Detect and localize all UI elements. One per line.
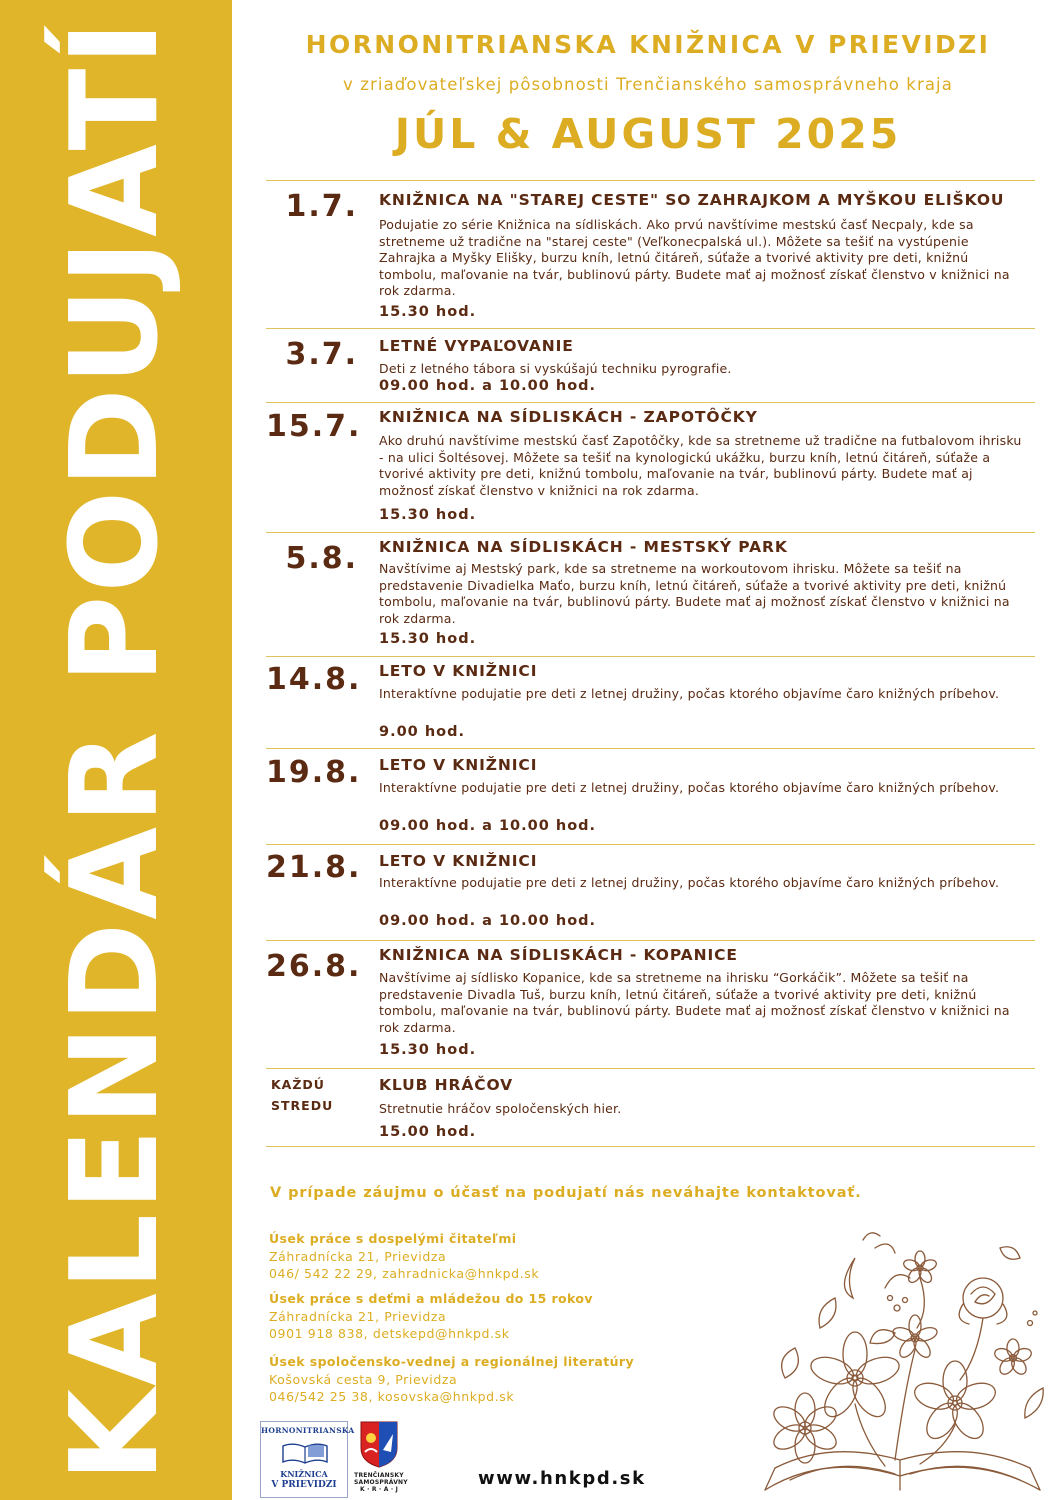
event-date: 26.8. bbox=[266, 949, 362, 984]
calendar-period: JÚL & AUGUST 2025 bbox=[394, 110, 902, 158]
event-date: 19.8. bbox=[266, 755, 362, 790]
event-description: Interaktívne podujatie pre deti z letnej družiny, počas ktorého objavíme čaro knižných príbehov. bbox=[379, 686, 1000, 701]
event-row bbox=[266, 844, 1035, 940]
event-title: LETO V KNIŽNICI bbox=[379, 756, 538, 774]
event-title: LETO V KNIŽNICI bbox=[379, 662, 538, 680]
contact-block bbox=[269, 1230, 539, 1283]
sidebar bbox=[0, 0, 232, 1500]
event-time: 09.00 hod. a 10.00 hod. bbox=[379, 818, 597, 834]
event-time: 9.00 hod. bbox=[379, 724, 465, 740]
event-title: LETNÉ VYPAĽOVANIE bbox=[379, 337, 574, 355]
sidebar-title: KALENDÁR PODUJATÍ bbox=[46, 17, 185, 1483]
event-time: 15.30 hod. bbox=[379, 631, 477, 647]
event-row bbox=[266, 532, 1035, 656]
contact-phone-email[interactable]: 046/ 542 22 29, zahradnicka@hnkpd.sk bbox=[269, 1266, 540, 1281]
event-date: 5.8. bbox=[285, 541, 358, 576]
event-date: 21.8. bbox=[266, 850, 362, 885]
event-time: 15.30 hod. bbox=[379, 507, 477, 523]
contact-phone-email[interactable]: 0901 918 838, detskepd@hnkpd.sk bbox=[269, 1326, 510, 1341]
contact-head: Úsek práce s dospelými čitateľmi bbox=[269, 1231, 517, 1246]
event-title: LETO V KNIŽNICI bbox=[379, 852, 538, 870]
region-logo-line2: SAMOSPRÁVNY bbox=[354, 1479, 408, 1486]
contact-block bbox=[269, 1353, 634, 1406]
region-logo bbox=[354, 1420, 408, 1500]
contact-address: Záhradnícka 21, Prievidza bbox=[269, 1308, 447, 1324]
event-row bbox=[266, 180, 1035, 328]
contact-head: Úsek práce s deťmi a mládežou do 15 rokov bbox=[269, 1291, 593, 1306]
event-description: Navštívime aj sídlisko Kopanice, kde sa stretneme na ihrisku “Gorkáčik”. Môžete sa tešiť na predstavenie Divadla Tuš, burzu kníh, letnú čitáreň, súťaže a tvorivé aktivity pre deti, knižnú tombolu, maľovanie na tvár, bublinovú párty. Budete mať aj možnosť získať členstvo v knižnici na rok zdarma. bbox=[379, 970, 1010, 1035]
event-date: 14.8. bbox=[266, 662, 362, 697]
region-logo-line3: K · R · A · J bbox=[359, 1486, 399, 1493]
open-book-icon bbox=[281, 1442, 329, 1464]
weekly-day-line2: STREDU bbox=[271, 1098, 334, 1113]
contact-note: V prípade záujmu o účasť na podujatí nás neváhajte kontaktovať. bbox=[270, 1185, 862, 1201]
library-name: HORNONITRIANSKA KNIŽNICA V PRIEVIDZI bbox=[305, 30, 991, 59]
events-list bbox=[266, 180, 1035, 1147]
event-title: KNIŽNICA NA "STAREJ CESTE" SO ZAHRAJKOM A MYŠKOU ELIŠKOU bbox=[379, 191, 1005, 209]
region-logo-line1: TRENČIANSKY bbox=[354, 1472, 404, 1479]
event-description: Interaktívne podujatie pre deti z letnej družiny, počas ktorého objavíme čaro knižných príbehov. bbox=[379, 780, 1000, 795]
contact-address: Záhradnícka 21, Prievidza bbox=[269, 1248, 447, 1264]
library-subtitle: v zriaďovateľskej pôsobnosti Trenčianského samosprávneho kraja bbox=[343, 75, 953, 94]
event-title: KNIŽNICA NA SÍDLISKÁCH - ZAPOTÔČKY bbox=[379, 408, 758, 426]
event-date: 15.7. bbox=[266, 409, 362, 444]
weekly-description: Stretnutie hráčov spoločenských hier. bbox=[379, 1101, 622, 1116]
weekly-time: 15.00 hod. bbox=[379, 1124, 477, 1140]
event-time: 15.30 hod. bbox=[379, 1042, 477, 1058]
weekly-event-row bbox=[266, 1068, 1035, 1146]
event-description: Navštívime aj Mestský park, kde sa stretneme na workoutovom ihrisku. Môžete sa tešiť na predstavenie Divadielka Maťo, burzu kníh, letnú čitáreň, súťaže a tvorivé aktivity pre deti, knižnú tombolu, maľovanie na tvár, bublinovú párty. Budete mať aj možnosť získať členstvo v knižnici na rok zdarma. bbox=[379, 561, 1010, 626]
event-row bbox=[266, 402, 1035, 532]
event-row bbox=[266, 328, 1035, 402]
weekly-day-line1: KAŽDÚ bbox=[271, 1077, 325, 1092]
event-time: 09.00 hod. a 10.00 hod. bbox=[379, 913, 597, 929]
event-description: Ako druhú navštívime mestskú časť Zapotôčky, kde sa stretneme už tradične na futbalovom ihrisku - na ulici Šoltésovej. Môžete sa tešiť na kynologickú ukážku, burzu kníh, letnú čitáreň, súťaže a tvorivé aktivity pre deti, knižnú tombolu, maľovanie na tvár, bublinovú párty. Budete mať aj možnosť získať členstvo v knižnici na rok zdarma. bbox=[379, 433, 1022, 498]
library-logo bbox=[260, 1421, 355, 1498]
events-end-rule bbox=[266, 1146, 1035, 1147]
weekly-title: KLUB HRÁČOV bbox=[379, 1076, 514, 1094]
website-link[interactable]: www.hnkpd.sk bbox=[478, 1468, 646, 1489]
contact-block bbox=[269, 1290, 593, 1343]
event-description: Deti z letného tábora si vyskúšajú techniku pyrografie. bbox=[379, 361, 732, 376]
event-time: 15.30 hod. bbox=[379, 304, 477, 320]
library-logo-bottom: V PRIEVIDZI bbox=[271, 1480, 337, 1490]
event-title: KNIŽNICA NA SÍDLISKÁCH - KOPANICE bbox=[379, 946, 738, 964]
event-date: 3.7. bbox=[285, 337, 358, 372]
contact-head: Úsek spoločensko-vednej a regionálnej literatúry bbox=[269, 1354, 635, 1369]
event-row bbox=[266, 748, 1035, 844]
event-description: Podujatie zo série Knižnica na sídliskách. Ako prvú navštívime mestskú časť Necpaly, kde sa stretneme už tradične na "starej ceste" (Veľkonecpalská ul.). Môžete sa tešiť na vystúpenie Zahrajka a Myšky Elišky, burzu kníh, letnú čitáreň, súťaže a tvorivé aktivity pre deti, knižnú tombolu, maľovanie na tvár, bublinovú párty. Budete mať aj možnosť získať členstvo v knižnici na rok zdarma. bbox=[379, 217, 1010, 299]
event-date: 1.7. bbox=[285, 189, 358, 224]
event-row bbox=[266, 940, 1035, 1068]
event-description: Interaktívne podujatie pre deti z letnej družiny, počas ktorého objavíme čaro knižných príbehov. bbox=[379, 875, 1000, 890]
event-time: 09.00 hod. a 10.00 hod. bbox=[379, 378, 597, 394]
event-title: KNIŽNICA NA SÍDLISKÁCH - MESTSKÝ PARK bbox=[379, 538, 788, 556]
weekly-day bbox=[271, 1074, 333, 1116]
flowers-book-illustration bbox=[745, 1228, 1055, 1500]
library-logo-mid: KNIŽNICA bbox=[280, 1469, 328, 1479]
library-logo-top: HORNONITRIANSKA bbox=[261, 1426, 355, 1435]
contact-address: Košovská cesta 9, Prievidza bbox=[269, 1371, 458, 1387]
coat-of-arms-icon bbox=[359, 1420, 399, 1468]
contact-phone-email[interactable]: 046/542 25 38, kosovska@hnkpd.sk bbox=[269, 1389, 515, 1404]
event-row bbox=[266, 656, 1035, 748]
